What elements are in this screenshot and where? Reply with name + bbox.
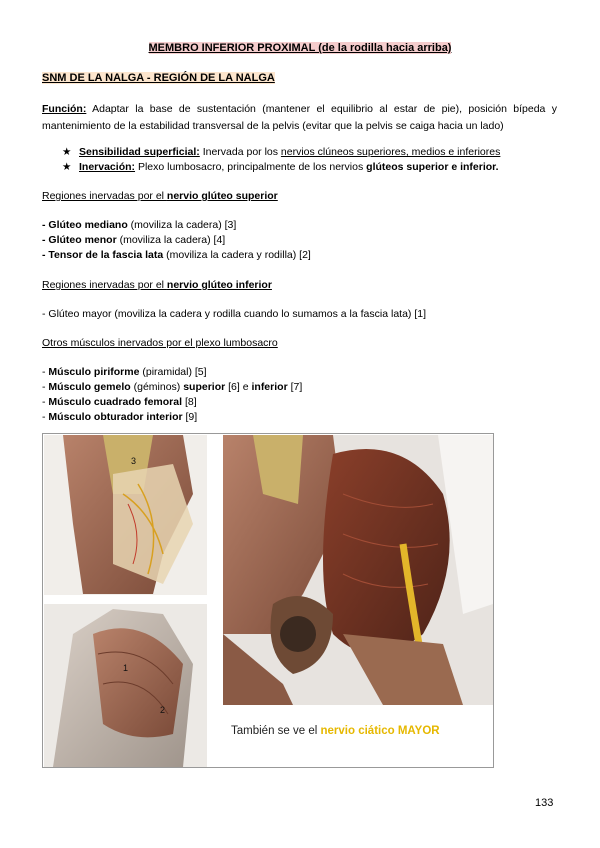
- list-item: - Músculo gemelo (géminos) superior [6] e inferior [7]: [42, 381, 303, 393]
- bullet-sensibilidad: ★ Sensibilidad superficial: Inervada por los nervios clúneos superiores, medios e inferiores: [62, 146, 501, 158]
- otros-heading: Otros músculos inervados por el plexo lumbosacro: [42, 337, 278, 349]
- list-item: - Tensor de la fascia lata (moviliza la cadera y rodilla) [2]: [42, 249, 311, 261]
- label-2: 2: [160, 705, 166, 715]
- label-1: 1: [123, 663, 129, 673]
- function-paragraph: [42, 101, 557, 135]
- list-item: - Músculo piriforme (piramidal) [5]: [42, 366, 207, 378]
- page-number: 133: [535, 797, 554, 809]
- list-item: - Glúteo mediano (moviliza la cadera) [3]: [42, 219, 237, 231]
- star-icon: ★: [62, 161, 72, 173]
- function-text: Adaptar la base de sustentación (mantener el equilibrio al estar de pie), posición bípeda y mantenimiento de la estabilidad transversal de la pelvis (evitar que la pelvis se caiga hacia un lado): [42, 103, 557, 132]
- label-3: 3: [131, 456, 137, 466]
- list-item: - Músculo obturador interior [9]: [42, 411, 198, 423]
- anatomy-figure: [42, 433, 494, 768]
- bullet-list: [62, 145, 500, 175]
- page-title: MEMBRO INFERIOR PROXIMAL (de la rodilla hacia arriba): [148, 42, 452, 54]
- superior-heading: Regiones inervadas por el nervio glúteo superior: [42, 190, 278, 202]
- function-label: Función:: [42, 103, 87, 115]
- list-item: - Glúteo mayor (moviliza la cadera y rodilla cuando lo sumamos a la fascia lata) [1]: [42, 308, 426, 320]
- list-item: - Músculo cuadrado femoral [8]: [42, 396, 197, 408]
- inferior-heading: Regiones inervadas por el nervio glúteo inferior: [42, 279, 272, 291]
- section-title: SNM DE LA NALGA - REGIÓN DE LA NALGA: [42, 72, 275, 84]
- list-item: - Glúteo menor (moviliza la cadera) [4]: [42, 234, 226, 246]
- anatomy-illustration: [43, 434, 493, 767]
- star-icon: ★: [62, 146, 72, 158]
- figure-caption: También se ve el nervio ciático MAYOR: [231, 725, 440, 737]
- bullet-inervacion: ★ Inervación: Plexo lumbosacro, principalmente de los nervios glúteos superior e inferior.: [62, 161, 499, 173]
